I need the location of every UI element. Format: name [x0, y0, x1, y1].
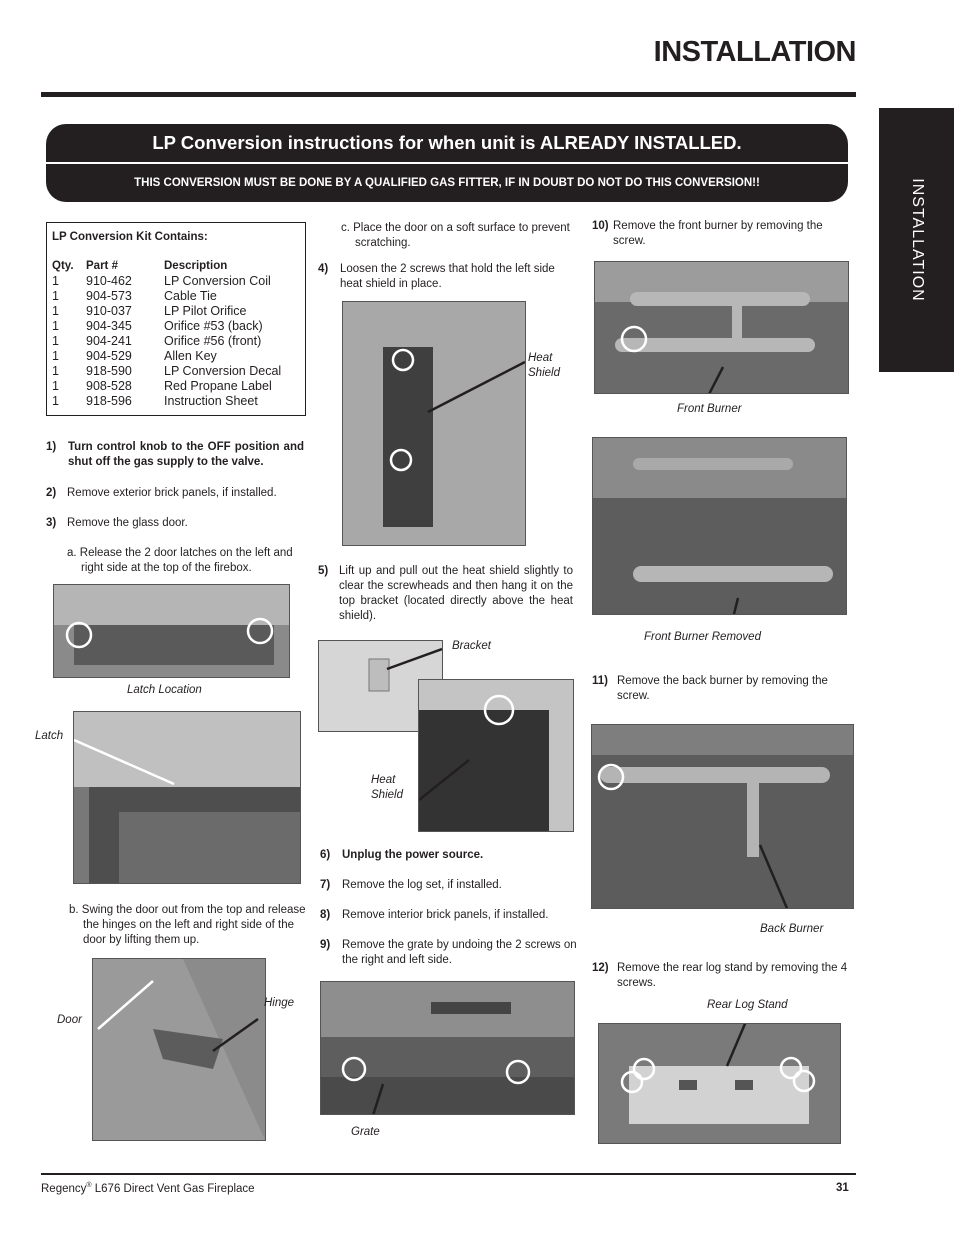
step-text: Unplug the power source. [342, 849, 484, 861]
table-row [52, 304, 281, 319]
kit-part: 910-037 [86, 304, 132, 318]
kit-description: LP Conversion Decal [164, 364, 282, 378]
front-burner-illustration [595, 262, 848, 393]
kit-title: LP Conversion Kit Contains: [52, 231, 208, 243]
kit-description: LP Pilot Orifice [164, 304, 247, 318]
footer-product-name: L676 Direct Vent Gas Fireplace [91, 1182, 255, 1195]
bracket-caption: Bracket [452, 640, 491, 652]
door-caption: Door [57, 1014, 82, 1026]
front-burner-removed-caption: Front Burner Removed [644, 631, 761, 643]
step-number: 5) [318, 565, 329, 577]
step-number: 10) [592, 220, 609, 232]
heat-shield-2-photo [418, 679, 574, 832]
step-number: 9) [320, 939, 331, 951]
step-number: 3) [46, 517, 57, 529]
step-number: 11) [592, 675, 608, 687]
table-row [52, 364, 281, 379]
table-row [52, 289, 281, 304]
step-3c: c. Place the door on a soft surface to prevent scratching. [341, 222, 570, 249]
step-3a: a. Release the 2 door latches on the left and right side at the top of the firebox. [67, 547, 293, 574]
step-text: Remove the rear log stand by removing the 4 screws. [617, 962, 848, 989]
latch-location-caption: Latch Location [127, 684, 202, 696]
front-burner-caption: Front Burner [677, 403, 742, 415]
step-number: 4) [318, 263, 329, 275]
door-hinge-photo [92, 958, 266, 1141]
kit-qty: 1 [52, 274, 59, 288]
page-number: 31 [836, 1182, 849, 1194]
latch-photo [73, 711, 301, 884]
kit-qty: 1 [52, 394, 59, 408]
hinge-caption: Hinge [264, 997, 295, 1009]
page-title: INSTALLATION [653, 36, 856, 68]
step-text: Remove interior brick panels, if installed. [342, 909, 549, 921]
step-number: 8) [320, 909, 331, 921]
step-number: 6) [320, 849, 331, 861]
footer-brand: Regency [41, 1182, 87, 1195]
door-hinge-illustration [93, 959, 265, 1140]
rear-log-stand-caption: Rear Log Stand [707, 999, 788, 1011]
kit-part: 904-529 [86, 349, 132, 363]
heat-shield-caption: Heat Shield [528, 352, 560, 379]
step-1 [46, 440, 304, 472]
front-burner-removed-illustration [593, 438, 846, 614]
step-text: Remove exterior brick panels, if installed. [67, 487, 277, 499]
kit-part: 904-573 [86, 289, 132, 303]
step-text: Remove the grate by undoing the 2 screws on the right and left side. [342, 939, 577, 966]
header-rule [41, 92, 856, 97]
kit-part: 904-345 [86, 319, 132, 333]
kit-qty: 1 [52, 379, 59, 393]
step-number: 7) [320, 879, 331, 891]
step-text: Remove the glass door. [67, 517, 188, 529]
latch-illustration [74, 712, 300, 883]
table-row [52, 319, 281, 334]
kit-description: Allen Key [164, 349, 217, 363]
kit-description: Red Propane Label [164, 379, 272, 393]
warning-banner: THIS CONVERSION MUST BE DONE BY A QUALIFIED GAS FITTER, IF IN DOUBT DO NOT DO THIS CONVERSION!! [46, 164, 848, 202]
front-burner-photo [594, 261, 849, 394]
kit-qty: 1 [52, 364, 59, 378]
kit-description: Instruction Sheet [164, 394, 258, 408]
step-text: Remove the front burner by removing the screw. [613, 220, 823, 247]
kit-contents-box [46, 222, 306, 416]
kit-qty: 1 [52, 319, 59, 333]
heat-shield-2-caption: Heat Shield [371, 774, 403, 801]
step-3b: b. Swing the door out from the top and release the hinges on the left and right side of the door by lifting them up. [69, 904, 306, 946]
latch-location-photo [53, 584, 290, 678]
table-row [52, 394, 281, 409]
kit-description: LP Conversion Coil [164, 274, 271, 288]
step-text: Lift up and pull out the heat shield slightly to clear the screwheads and then hang it on the top bracket (located directly above the heat shield). [339, 565, 573, 622]
step-text: Remove the log set, if installed. [342, 879, 502, 891]
latch-location-illustration [54, 585, 289, 677]
step-number: 12) [592, 962, 609, 974]
step-text: Turn control knob to the OFF position and shut off the gas supply to the valve. [68, 441, 304, 468]
kit-part: 918-596 [86, 394, 132, 408]
section-tab [879, 108, 954, 372]
section-tab-label: INSTALLATION [908, 178, 926, 302]
conversion-title-banner: LP Conversion instructions for when unit is ALREADY INSTALLED. [46, 124, 848, 162]
kit-description: Orifice #56 (front) [164, 334, 262, 348]
back-burner-photo [591, 724, 854, 909]
table-row [52, 334, 281, 349]
footer-product [41, 1182, 255, 1195]
kit-part: 904-241 [86, 334, 132, 348]
rear-log-stand-illustration [599, 1024, 840, 1143]
table-row [52, 379, 281, 394]
kit-part: 910-462 [86, 274, 132, 288]
grate-caption: Grate [351, 1126, 380, 1138]
kit-header-part: Part # [86, 260, 118, 272]
kit-header-qty: Qty. [52, 260, 74, 272]
kit-qty: 1 [52, 349, 59, 363]
front-burner-removed-photo [592, 437, 847, 615]
table-row [52, 274, 281, 289]
kit-qty: 1 [52, 289, 59, 303]
back-burner-caption: Back Burner [760, 923, 824, 935]
step-number: 2) [46, 487, 57, 499]
kit-table [52, 259, 281, 409]
kit-header-description: Description [164, 260, 228, 272]
heat-shield-2-illustration [419, 680, 573, 831]
kit-qty: 1 [52, 304, 59, 318]
step-text: Loosen the 2 screws that hold the left side heat shield in place. [340, 263, 555, 290]
step-text: Remove the back burner by removing the screw. [617, 675, 828, 702]
grate-illustration [321, 982, 574, 1114]
heat-shield-photo [342, 301, 526, 546]
kit-description: Orifice #53 (back) [164, 319, 263, 333]
grate-photo [320, 981, 575, 1115]
step-number: 1) [46, 441, 57, 453]
kit-qty: 1 [52, 334, 59, 348]
rear-log-stand-photo [598, 1023, 841, 1144]
kit-part: 918-590 [86, 364, 132, 378]
table-row [52, 349, 281, 364]
latch-caption: Latch [35, 730, 64, 742]
kit-part: 908-528 [86, 379, 132, 393]
kit-description: Cable Tie [164, 289, 217, 303]
footer-rule [41, 1173, 856, 1175]
heat-shield-illustration [343, 302, 525, 545]
back-burner-illustration [592, 725, 853, 908]
footer-reg-mark: ® [86, 1182, 92, 1189]
